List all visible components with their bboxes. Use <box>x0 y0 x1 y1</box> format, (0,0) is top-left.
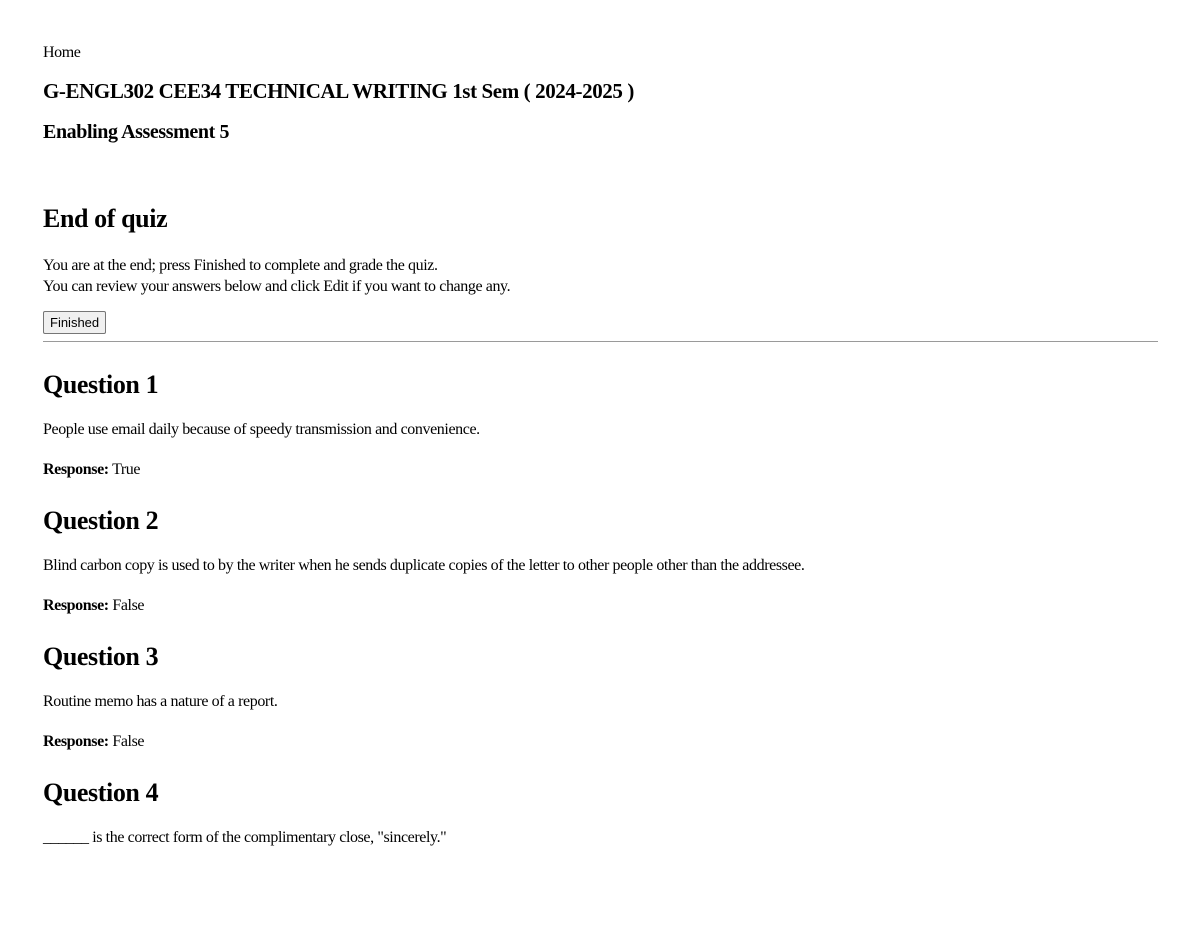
response-label: Response: <box>43 461 109 478</box>
divider <box>43 341 1158 342</box>
question-title: Question 3 <box>43 642 159 671</box>
response-value: True <box>112 461 141 478</box>
question-2 <box>43 506 1158 616</box>
response-label: Response: <box>43 733 109 750</box>
response-value: False <box>112 733 145 750</box>
question-response <box>43 732 1158 752</box>
question-text: People use email daily because of speedy transmission and convenience. <box>43 421 480 438</box>
end-instructions <box>43 255 1158 297</box>
question-title: Question 4 <box>43 778 159 807</box>
end-of-quiz-heading: End of quiz <box>43 204 168 233</box>
finished-button[interactable]: Finished <box>43 311 106 334</box>
course-title: G-ENGL302 CEE34 TECHNICAL WRITING 1st Sem ( 2024-2025 ) <box>43 79 634 103</box>
question-text: Routine memo has a nature of a report. <box>43 693 278 710</box>
response-label: Response: <box>43 597 109 614</box>
assessment-title: Enabling Assessment 5 <box>43 121 230 143</box>
instruction-line-1: You are at the end; press Finished to complete and grade the quiz. <box>43 257 438 274</box>
question-response <box>43 596 1158 616</box>
question-3 <box>43 642 1158 752</box>
response-value: False <box>112 597 145 614</box>
question-title: Question 2 <box>43 506 159 535</box>
instruction-line-2: You can review your answers below and click Edit if you want to change any. <box>43 278 511 295</box>
breadcrumb-home-link[interactable]: Home <box>43 44 81 61</box>
question-response <box>43 460 1158 480</box>
question-1 <box>43 370 1158 480</box>
question-4 <box>43 778 1158 848</box>
question-title: Question 1 <box>43 370 159 399</box>
question-text: ______ is the correct form of the complimentary close, "sincerely." <box>43 829 447 846</box>
question-text: Blind carbon copy is used to by the writer when he sends duplicate copies of the letter to other people other than the addressee. <box>43 557 805 574</box>
